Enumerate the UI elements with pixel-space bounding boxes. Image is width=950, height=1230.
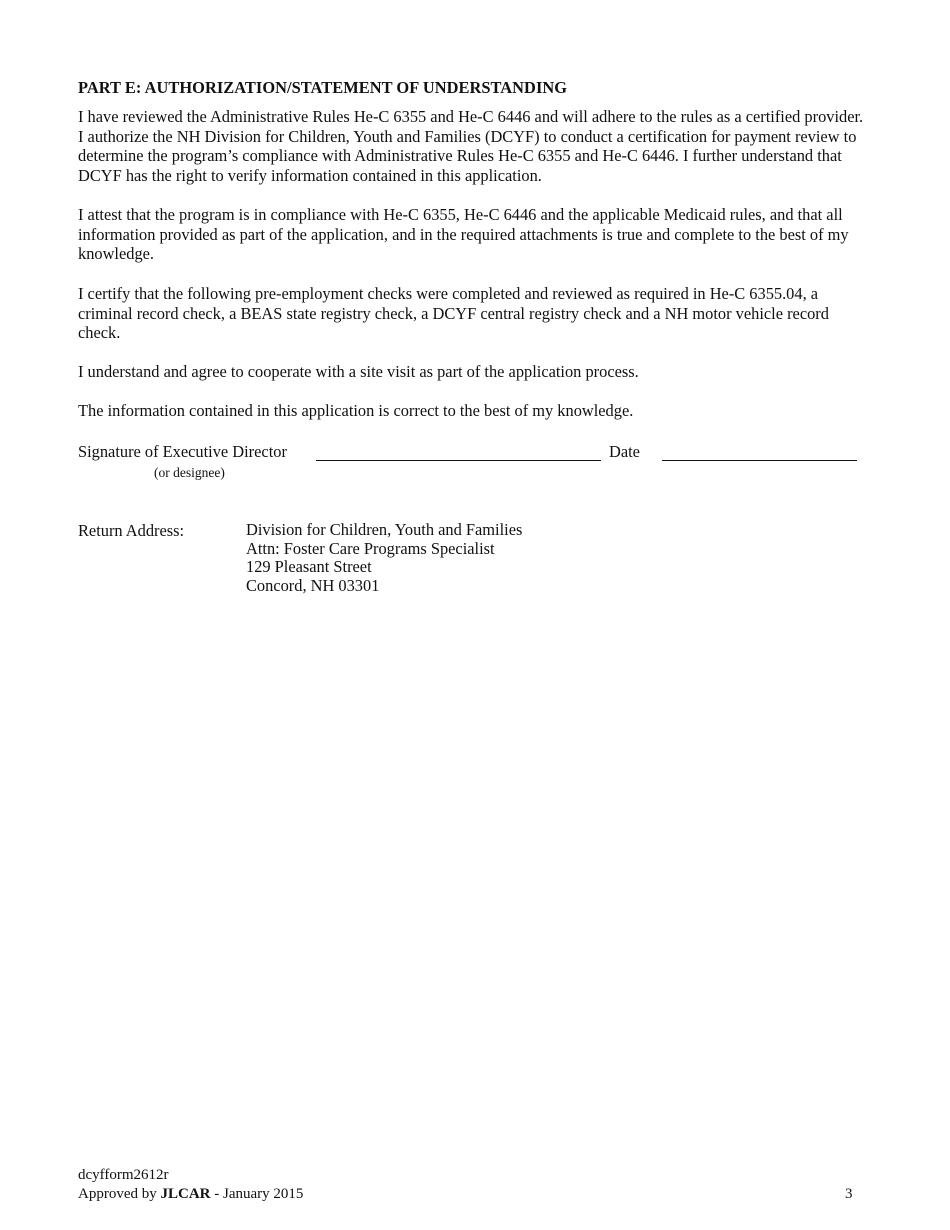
return-address-line: Attn: Foster Care Programs Specialist bbox=[246, 538, 495, 558]
section-heading: PART E: AUTHORIZATION/STATEMENT OF UNDERSTANDING bbox=[78, 78, 568, 97]
footer-approval bbox=[78, 1185, 303, 1205]
signature-label: Signature of Executive Director bbox=[78, 442, 287, 461]
footer-form-id: dcyfform2612r bbox=[78, 1167, 169, 1183]
signature-field[interactable] bbox=[316, 460, 601, 461]
page-number: 3 bbox=[845, 1186, 853, 1202]
paragraph-attestation: I attest that the program is in compliance with He-C 6355, He-C 6446 and the applicable Medicaid rules, and that all information provided as part of the application, and in the required attachments is true and complete to the best of my knowledge. bbox=[78, 205, 849, 264]
footer-approved-prefix: Approved by bbox=[78, 1186, 161, 1202]
date-field[interactable] bbox=[662, 460, 857, 461]
return-address-label: Return Address: bbox=[78, 521, 185, 540]
paragraph-pre-employment-checks: I certify that the following pre-employment checks were completed and reviewed as required in He-C 6355.04, a criminal record check, a BEAS state registry check, a DCYF central registry check and a NH motor vehicle record check. bbox=[78, 284, 829, 343]
paragraph-site-visit: I understand and agree to cooperate with a site visit as part of the application process. bbox=[78, 362, 639, 381]
footer-approved-suffix: - January 2015 bbox=[210, 1186, 304, 1202]
date-label: Date bbox=[609, 442, 640, 461]
signature-sublabel: (or designee) bbox=[154, 465, 225, 480]
paragraph-rules-review: I have reviewed the Administrative Rules He-C 6355 and He-C 6446 and will adhere to the rules as a certified provider. I authorize the NH Division for Children, Youth and Families (DCYF) to conduct a certification for payment review to determine the program’s compliance with Administrative Rules He-C 6355 and He-C 6446. I further understand that DCYF has the right to verify information contained in this application. bbox=[78, 107, 864, 185]
return-address-line: Division for Children, Youth and Families bbox=[246, 520, 523, 539]
return-address bbox=[246, 521, 522, 595]
footer-approved-by: JLCAR bbox=[160, 1186, 211, 1202]
paragraph-information-correct: The information contained in this application is correct to the best of my knowledge. bbox=[78, 401, 634, 420]
return-address-line: 129 Pleasant Street bbox=[246, 557, 372, 576]
return-address-line: Concord, NH 03301 bbox=[246, 575, 380, 595]
